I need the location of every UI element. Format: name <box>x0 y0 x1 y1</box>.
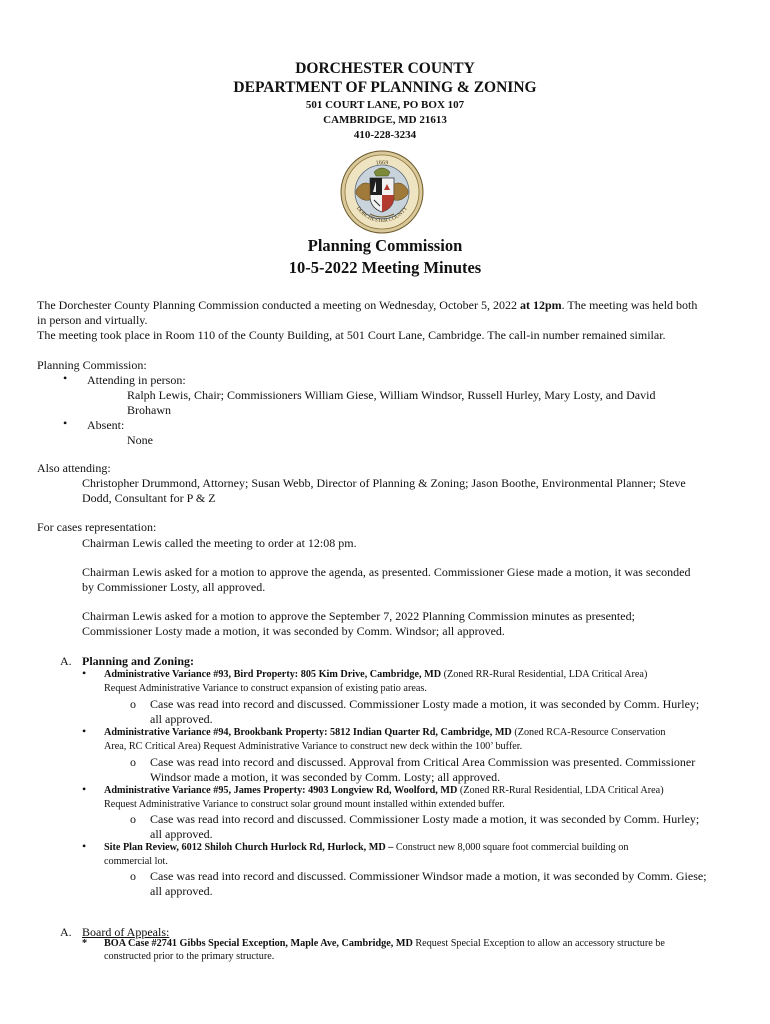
seal-bottom-text: DORCHESTER COUNTY <box>354 205 410 225</box>
case-title: Administrative Variance #94, Brookbank Property: 5812 Indian Quarter Rd, Cambridge, MD (Zoned RCA-Resource Conservation <box>104 727 666 738</box>
case-title: Administrative Variance #95, James Property: 4903 Longview Rd, Woolford, MD (Zoned RR-Rural Residential, LDA Critical Area) <box>104 785 664 796</box>
agenda-motion-line-1: Chairman Lewis asked for a motion to approve the agenda, as presented. Commissioner Giese made a motion, it was seconded <box>82 565 691 579</box>
case-result-line-2: all approved. <box>150 712 213 726</box>
seal-top-text: 1669 <box>375 159 389 167</box>
case-description: Request Administrative Variance to construct solar ground mount installed within extended buffer. <box>104 799 505 810</box>
case-result-line-1: Case was read into record and discussed. Approval from Critical Area Commission was presented. Commissioner <box>150 755 696 769</box>
intro-location-paragraph: The meeting took place in Room 110 of the County Building, at 501 Court Lane, Cambridge. The call-in number remained similar. <box>37 328 666 342</box>
also-attending-heading: Also attending: <box>37 461 111 475</box>
address-line-1: 501 COURT LANE, PO BOX 107 <box>305 99 465 111</box>
phone-number: 410-228-3234 <box>353 129 417 141</box>
planning-zoning-heading: Planning and Zoning: <box>82 654 195 668</box>
case-result-line-1: Case was read into record and discussed. Commissioner Losty made a motion, it was seconded by Comm. Hurley; <box>150 697 700 711</box>
bullet-icon: • <box>82 666 87 680</box>
sub-bullet-icon: o <box>130 697 136 711</box>
also-attending-line-2: Dodd, Consultant for P & Z <box>82 491 216 505</box>
minutes-motion-line-1: Chairman Lewis asked for a motion to approve the September 7, 2022 Planning Commission minutes as presented; <box>82 609 635 623</box>
bullet-icon: • <box>63 371 68 385</box>
case-description: Area, RC Critical Area) Request Administrative Variance to construct new deck within the 100’ buffer. <box>104 741 523 752</box>
section-letter: A. <box>60 925 72 939</box>
bullet-icon: • <box>82 839 87 853</box>
county-seal-icon <box>340 150 424 234</box>
asterisk-bullet-icon: * <box>82 938 88 949</box>
bullet-icon: • <box>82 782 87 796</box>
cases-heading: For cases representation: <box>37 520 157 534</box>
case-description: Request Administrative Variance to construct expansion of existing patio areas. <box>104 683 427 694</box>
commission-heading: Planning Commission: <box>37 358 147 372</box>
county-name: DORCHESTER COUNTY <box>295 60 475 77</box>
agenda-motion-line-2: by Commissioner Losty, all approved. <box>82 580 266 594</box>
attending-label: Attending in person: <box>87 373 186 387</box>
intro-paragraph-line-1: The Dorchester County Planning Commission conducted a meeting on Wednesday, October 5, 2022 at 12pm. The meeting was held both <box>37 298 698 312</box>
department-name: DEPARTMENT OF PLANNING & ZONING <box>233 79 537 96</box>
case-description: commercial lot. <box>104 856 168 867</box>
minutes-date-title: 10-5-2022 Meeting Minutes <box>288 258 482 277</box>
boa-case-description: constructed prior to the primary structure. <box>104 951 275 962</box>
minutes-title: Planning Commission <box>307 236 463 255</box>
call-to-order: Chairman Lewis called the meeting to order at 12:08 pm. <box>82 536 357 550</box>
section-letter: A. <box>60 654 72 668</box>
intro-paragraph-line-2: in person and virtually. <box>37 313 148 327</box>
sub-bullet-icon: o <box>130 812 136 826</box>
case-title: Administrative Variance #93, Bird Property: 805 Kim Drive, Cambridge, MD (Zoned RR-Rural Residential, LDA Critical Area) <box>104 669 648 680</box>
case-result-line-2: all approved. <box>150 884 213 898</box>
case-result-line-1: Case was read into record and discussed. Commissioner Losty made a motion, it was seconded by Comm. Hurley; <box>150 812 700 826</box>
case-result-line-2: all approved. <box>150 827 213 841</box>
attending-names-line-1: Ralph Lewis, Chair; Commissioners William Giese, William Windsor, Russell Hurley, Mary Losty, and David <box>127 388 656 402</box>
minutes-motion-line-2: Commissioner Losty made a motion, it was seconded by Comm. Windsor; all approved. <box>82 624 505 638</box>
absent-label: Absent: <box>87 418 125 432</box>
absent-value: None <box>127 433 153 447</box>
board-of-appeals-heading: Board of Appeals: <box>82 925 170 939</box>
address-line-2: CAMBRIDGE, MD 21613 <box>323 114 447 126</box>
case-result-line-1: Case was read into record and discussed. Commissioner Windsor made a motion, it was seconded by Comm. Giese; <box>150 869 707 883</box>
case-result-line-2: Windsor made a motion, it was seconded by Comm. Losty; all approved. <box>150 770 501 784</box>
also-attending-line-1: Christopher Drummond, Attorney; Susan Webb, Director of Planning & Zoning; Jason Boothe, Environmental Planner; Steve <box>82 476 686 490</box>
case-title: Site Plan Review, 6012 Shiloh Church Hurlock Rd, Hurlock, MD – Construct new 8,000 square foot commercial building on <box>104 842 629 853</box>
sub-bullet-icon: o <box>130 755 136 769</box>
bullet-icon: • <box>63 416 68 430</box>
sub-bullet-icon: o <box>130 869 136 883</box>
boa-case-title: BOA Case #2741 Gibbs Special Exception, Maple Ave, Cambridge, MD Request Special Exception to allow an accessory structure be <box>104 938 665 949</box>
attending-names-line-2: Brohawn <box>127 403 171 417</box>
bullet-icon: • <box>82 724 87 738</box>
